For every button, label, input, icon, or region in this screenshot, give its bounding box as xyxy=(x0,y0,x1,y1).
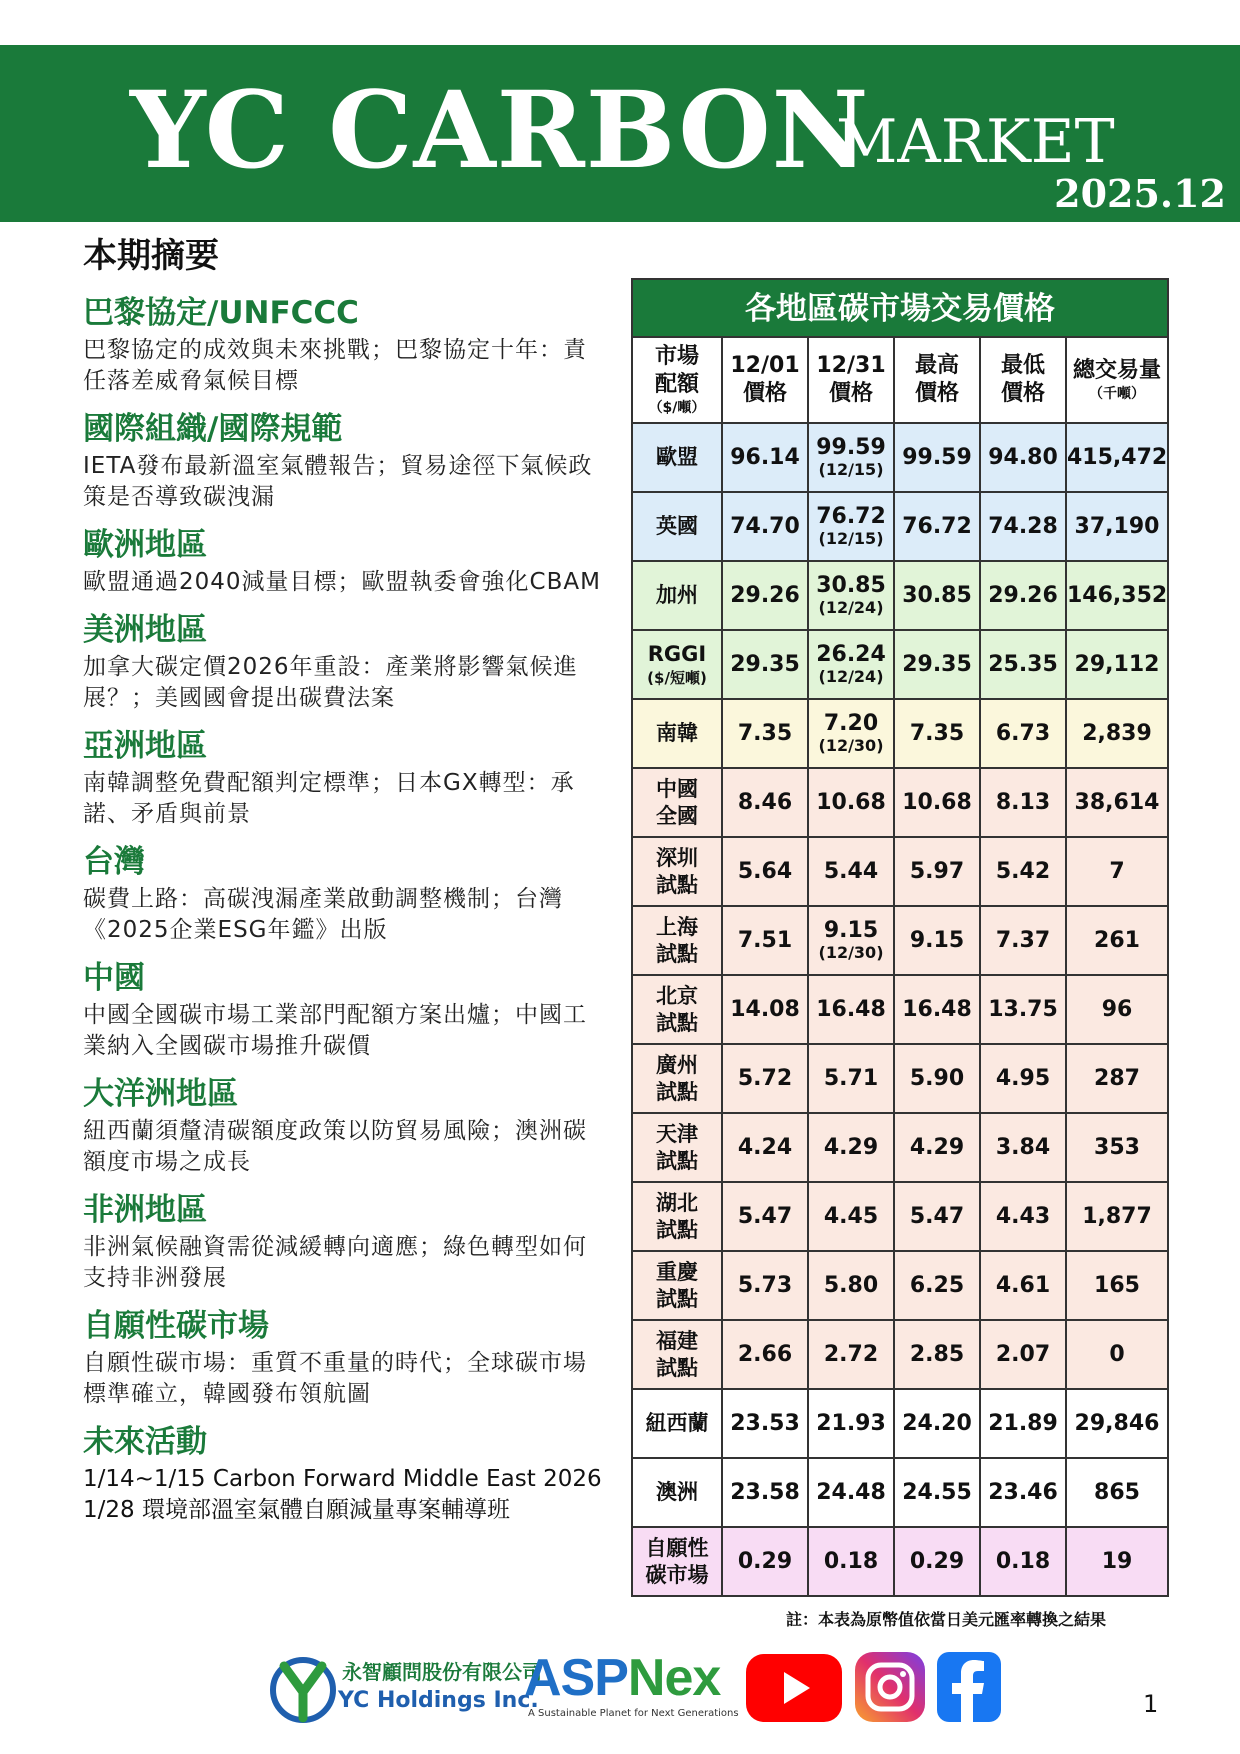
cell-close: 5.44 xyxy=(808,837,894,906)
table-caption: 各地區碳市場交易價格 xyxy=(631,278,1169,336)
table-row xyxy=(632,1182,1168,1251)
cell-high: 6.25 xyxy=(894,1251,980,1320)
header-market-line1: 市場 xyxy=(654,344,699,369)
market-name: 深圳 xyxy=(656,845,698,870)
table-row xyxy=(632,975,1168,1044)
cell-low: 94.80 xyxy=(980,423,1066,492)
market-name: 澳洲 xyxy=(656,1480,698,1504)
cell-close: 21.93 xyxy=(808,1389,894,1458)
cell-market xyxy=(632,1527,722,1596)
header-low xyxy=(980,337,1066,423)
close-price: 76.72 xyxy=(816,503,886,529)
market-name: 自願性 xyxy=(645,1535,709,1560)
cell-high: 10.68 xyxy=(894,768,980,837)
cell-low: 21.89 xyxy=(980,1389,1066,1458)
section-body: 中國全國碳市場工業部門配額方案出爐；中國工業納入全國碳市場推升碳價 xyxy=(83,1002,587,1059)
cell-volume: 29,112 xyxy=(1066,630,1168,699)
cell-high: 24.55 xyxy=(894,1458,980,1527)
cell-market xyxy=(632,699,722,768)
header-market xyxy=(632,337,722,423)
section-title: 中國 xyxy=(83,960,145,996)
cell-open: 7.35 xyxy=(722,699,808,768)
newsletter-subtitle: MARKET xyxy=(836,107,1115,177)
cell-volume: 415,472 xyxy=(1066,423,1168,492)
yc-logo-english: YC Holdings Inc. xyxy=(338,1688,539,1713)
cell-high: 5.90 xyxy=(894,1044,980,1113)
cell-volume: 353 xyxy=(1066,1113,1168,1182)
market-subname: 試點 xyxy=(656,1355,698,1380)
newsletter-title: YC CARBON xyxy=(130,67,870,192)
summary-section xyxy=(83,523,603,598)
table-row xyxy=(632,423,1168,492)
close-date: (12/24) xyxy=(818,666,884,686)
cell-market xyxy=(632,1044,722,1113)
summary-section xyxy=(83,840,603,946)
cell-market xyxy=(632,906,722,975)
market-name: 北京 xyxy=(656,983,698,1008)
table-row xyxy=(632,1113,1168,1182)
summary-section xyxy=(83,724,603,830)
header-high-line2: 價格 xyxy=(914,381,959,406)
close-price: 30.85 xyxy=(816,572,886,598)
aspnex-tagline: A Sustainable Planet for Next Generations xyxy=(528,1708,739,1719)
cell-market xyxy=(632,561,722,630)
summary-section xyxy=(83,1072,603,1178)
cell-low: 4.43 xyxy=(980,1182,1066,1251)
close-date: (12/30) xyxy=(818,942,884,962)
cell-close: 5.71 xyxy=(808,1044,894,1113)
table-row xyxy=(632,837,1168,906)
cell-volume: 19 xyxy=(1066,1527,1168,1596)
header-market-unit: （$/噸） xyxy=(648,400,706,416)
cell-market xyxy=(632,837,722,906)
header-open-line2: 價格 xyxy=(742,381,787,406)
cell-close xyxy=(808,906,894,975)
cell-close xyxy=(808,630,894,699)
aspnex-word-a: ASP xyxy=(524,1649,628,1707)
cell-volume: 29,846 xyxy=(1066,1389,1168,1458)
header-volume xyxy=(1066,337,1168,423)
header-close xyxy=(808,337,894,423)
table-row xyxy=(632,561,1168,630)
cell-open: 2.66 xyxy=(722,1320,808,1389)
cell-volume: 146,352 xyxy=(1066,561,1168,630)
market-name: 重慶 xyxy=(656,1259,698,1284)
cell-low: 29.26 xyxy=(980,561,1066,630)
table-row xyxy=(632,1251,1168,1320)
upcoming-events xyxy=(83,1420,603,1526)
cell-close: 4.45 xyxy=(808,1182,894,1251)
section-body: 巴黎協定的成效與未來挑戰；巴黎協定十年：責任落差威脅氣候目標 xyxy=(83,337,587,394)
close-date: (12/15) xyxy=(818,528,884,548)
section-body: 紐西蘭須釐清碳額度政策以防貿易風險；澳洲碳額度市場之成長 xyxy=(83,1118,587,1175)
event-item: 1/28 環境部溫室氣體自願減量專案輔導班 xyxy=(83,1497,510,1523)
table-row xyxy=(632,906,1168,975)
section-title: 大洋洲地區 xyxy=(83,1076,238,1112)
market-subname: 試點 xyxy=(656,941,698,966)
header-volume-line1: 總交易量 xyxy=(1072,358,1161,383)
header-volume-unit: （千噸） xyxy=(1089,386,1145,402)
header-market-line2: 配額 xyxy=(654,372,699,397)
cell-low: 4.61 xyxy=(980,1251,1066,1320)
cell-volume: 1,877 xyxy=(1066,1182,1168,1251)
cell-high: 24.20 xyxy=(894,1389,980,1458)
cell-low: 74.28 xyxy=(980,492,1066,561)
cell-close xyxy=(808,423,894,492)
yc-holdings-logo[interactable] xyxy=(270,1652,542,1724)
market-name: 福建 xyxy=(656,1328,698,1353)
cell-market xyxy=(632,975,722,1044)
section-body: 碳費上路：高碳洩漏產業啟動調整機制；台灣《2025企業ESG年鑑》出版 xyxy=(83,886,563,943)
market-name: RGGI xyxy=(647,642,707,666)
cell-volume: 2,839 xyxy=(1066,699,1168,768)
cell-volume: 37,190 xyxy=(1066,492,1168,561)
cell-low: 3.84 xyxy=(980,1113,1066,1182)
cell-high: 29.35 xyxy=(894,630,980,699)
cell-open: 23.58 xyxy=(722,1458,808,1527)
summary-section xyxy=(83,291,603,397)
cell-volume: 287 xyxy=(1066,1044,1168,1113)
cell-low: 4.95 xyxy=(980,1044,1066,1113)
header-close-line2: 價格 xyxy=(828,381,873,406)
cell-volume: 165 xyxy=(1066,1251,1168,1320)
table-row xyxy=(632,1527,1168,1596)
cell-volume: 0 xyxy=(1066,1320,1168,1389)
cell-high: 9.15 xyxy=(894,906,980,975)
table-body xyxy=(632,423,1168,1596)
market-name: 紐西蘭 xyxy=(645,1411,709,1435)
cell-close: 2.72 xyxy=(808,1320,894,1389)
cell-volume: 865 xyxy=(1066,1458,1168,1527)
aspnex-wordmark xyxy=(524,1648,720,1708)
cell-market xyxy=(632,1182,722,1251)
table-row xyxy=(632,492,1168,561)
section-title: 非洲地區 xyxy=(83,1192,207,1228)
section-body: 南韓調整免費配額判定標準；日本GX轉型：承諾、矛盾與前景 xyxy=(83,770,575,827)
header-open-line1: 12/01 xyxy=(730,353,800,378)
section-title: 亞洲地區 xyxy=(83,728,207,764)
section-title: 國際組織/國際規範 xyxy=(83,411,343,447)
section-title: 台灣 xyxy=(83,844,145,880)
section-body: 非洲氣候融資需從減緩轉向適應；綠色轉型如何支持非洲發展 xyxy=(83,1234,587,1291)
section-body: 加拿大碳定價2026年重設：產業將影響氣候進展？；美國國會提出碳費法案 xyxy=(83,654,578,711)
cell-low: 6.73 xyxy=(980,699,1066,768)
events-title: 未來活動 xyxy=(83,1424,207,1460)
cell-high: 5.47 xyxy=(894,1182,980,1251)
market-name: 湖北 xyxy=(656,1190,698,1215)
header-close-line1: 12/31 xyxy=(816,353,886,378)
cell-high: 7.35 xyxy=(894,699,980,768)
carbon-price-table xyxy=(631,278,1169,1597)
market-subname: ($/短噸) xyxy=(647,669,707,687)
section-body: IETA發布最新溫室氣體報告；貿易途徑下氣候政策是否導致碳洩漏 xyxy=(83,453,593,510)
cell-high: 0.29 xyxy=(894,1527,980,1596)
cell-close: 0.18 xyxy=(808,1527,894,1596)
summary-heading: 本期摘要 xyxy=(83,236,219,276)
cell-close xyxy=(808,561,894,630)
cell-open: 4.24 xyxy=(722,1113,808,1182)
section-title: 巴黎協定/UNFCCC xyxy=(83,295,359,331)
market-subname: 試點 xyxy=(656,872,698,897)
cell-close xyxy=(808,492,894,561)
cell-open: 96.14 xyxy=(722,423,808,492)
yc-logo-chinese: 永智顧問股份有限公司 xyxy=(342,1660,542,1684)
cell-market xyxy=(632,1389,722,1458)
market-name: 中國 xyxy=(656,776,698,801)
cell-open: 14.08 xyxy=(722,975,808,1044)
summary-section xyxy=(83,407,603,513)
market-name: 廣州 xyxy=(656,1052,698,1077)
table-footnote: 註：本表為原幣值依當日美元匯率轉換之結果 xyxy=(786,1610,1107,1629)
cell-low: 23.46 xyxy=(980,1458,1066,1527)
market-subname: 試點 xyxy=(656,1148,698,1173)
cell-market xyxy=(632,1458,722,1527)
summary-column xyxy=(83,228,603,1526)
section-title: 美洲地區 xyxy=(83,612,207,648)
cell-high: 16.48 xyxy=(894,975,980,1044)
cell-volume: 261 xyxy=(1066,906,1168,975)
table-header-row xyxy=(632,337,1168,423)
cell-high: 99.59 xyxy=(894,423,980,492)
cell-low: 0.18 xyxy=(980,1527,1066,1596)
cell-high: 30.85 xyxy=(894,561,980,630)
cell-close xyxy=(808,699,894,768)
close-date: (12/30) xyxy=(818,735,884,755)
cell-open: 5.72 xyxy=(722,1044,808,1113)
cell-close: 24.48 xyxy=(808,1458,894,1527)
instagram-icon[interactable] xyxy=(855,1652,925,1722)
close-price: 9.15 xyxy=(823,917,879,943)
cell-open: 23.53 xyxy=(722,1389,808,1458)
summary-section xyxy=(83,956,603,1062)
cell-open: 7.51 xyxy=(722,906,808,975)
cell-high: 5.97 xyxy=(894,837,980,906)
market-name: 加州 xyxy=(656,583,698,607)
cell-open: 29.35 xyxy=(722,630,808,699)
section-title: 歐洲地區 xyxy=(83,527,207,563)
close-price: 26.24 xyxy=(816,641,886,667)
close-price: 99.59 xyxy=(816,434,886,460)
cell-low: 5.42 xyxy=(980,837,1066,906)
market-subname: 試點 xyxy=(656,1010,698,1035)
section-body: 歐盟通過2040減量目標；歐盟執委會強化CBAM xyxy=(83,569,601,595)
market-subname: 全國 xyxy=(656,803,698,828)
section-body: 自願性碳市場：重質不重量的時代；全球碳市場標準確立，韓國發布領航圖 xyxy=(83,1350,587,1407)
cell-high: 2.85 xyxy=(894,1320,980,1389)
close-price: 7.20 xyxy=(823,710,879,736)
cell-high: 76.72 xyxy=(894,492,980,561)
cell-high: 4.29 xyxy=(894,1113,980,1182)
issue-date: 2025.12 xyxy=(1054,171,1226,216)
cell-open: 8.46 xyxy=(722,768,808,837)
market-subname: 試點 xyxy=(656,1286,698,1311)
cell-low: 7.37 xyxy=(980,906,1066,975)
market-subname: 試點 xyxy=(656,1079,698,1104)
market-subname: 碳市場 xyxy=(645,1562,709,1587)
section-title: 自願性碳市場 xyxy=(83,1308,269,1344)
table-row xyxy=(632,1320,1168,1389)
cell-market xyxy=(632,492,722,561)
cell-volume: 38,614 xyxy=(1066,768,1168,837)
close-date: (12/15) xyxy=(818,459,884,479)
header-low-line1: 最低 xyxy=(1000,353,1045,378)
cell-market xyxy=(632,1320,722,1389)
market-name: 天津 xyxy=(656,1121,698,1146)
cell-open: 5.64 xyxy=(722,837,808,906)
header-low-line2: 價格 xyxy=(1000,381,1045,406)
summary-section xyxy=(83,1188,603,1294)
summary-section xyxy=(83,608,603,714)
summary-section xyxy=(83,1304,603,1410)
yc-emblem-icon xyxy=(270,1652,336,1724)
cell-open: 0.29 xyxy=(722,1527,808,1596)
cell-close: 10.68 xyxy=(808,768,894,837)
cell-low: 8.13 xyxy=(980,768,1066,837)
youtube-icon[interactable] xyxy=(746,1654,842,1722)
cell-close: 4.29 xyxy=(808,1113,894,1182)
cell-market xyxy=(632,1251,722,1320)
cell-open: 5.47 xyxy=(722,1182,808,1251)
page-number: 1 xyxy=(1143,1690,1159,1718)
header-banner xyxy=(0,45,1240,222)
table-row xyxy=(632,1044,1168,1113)
table-row xyxy=(632,1389,1168,1458)
market-name: 南韓 xyxy=(656,721,698,745)
cell-open: 5.73 xyxy=(722,1251,808,1320)
table-row xyxy=(632,630,1168,699)
event-item: 1/14~1/15 Carbon Forward Middle East 2026 xyxy=(83,1466,602,1492)
cell-volume: 7 xyxy=(1066,837,1168,906)
cell-market xyxy=(632,423,722,492)
market-name: 歐盟 xyxy=(656,445,698,469)
header-open xyxy=(722,337,808,423)
cell-open: 29.26 xyxy=(722,561,808,630)
market-subname: 試點 xyxy=(656,1217,698,1242)
market-name: 英國 xyxy=(656,514,698,538)
cell-volume: 96 xyxy=(1066,975,1168,1044)
cell-market xyxy=(632,768,722,837)
aspnex-logo[interactable] xyxy=(524,1649,739,1724)
cell-open: 74.70 xyxy=(722,492,808,561)
summary-sections xyxy=(83,291,603,1410)
table-row xyxy=(632,1458,1168,1527)
cell-low: 13.75 xyxy=(980,975,1066,1044)
close-date: (12/24) xyxy=(818,597,884,617)
cell-close: 5.80 xyxy=(808,1251,894,1320)
table-row xyxy=(632,768,1168,837)
header-high xyxy=(894,337,980,423)
facebook-icon[interactable] xyxy=(937,1652,1001,1722)
market-name: 上海 xyxy=(656,914,698,939)
header-high-line1: 最高 xyxy=(914,353,959,378)
cell-market xyxy=(632,630,722,699)
table-row xyxy=(632,699,1168,768)
cell-close: 16.48 xyxy=(808,975,894,1044)
cell-low: 25.35 xyxy=(980,630,1066,699)
aspnex-word-b: Nex xyxy=(627,1649,721,1707)
cell-low: 2.07 xyxy=(980,1320,1066,1389)
cell-market xyxy=(632,1113,722,1182)
